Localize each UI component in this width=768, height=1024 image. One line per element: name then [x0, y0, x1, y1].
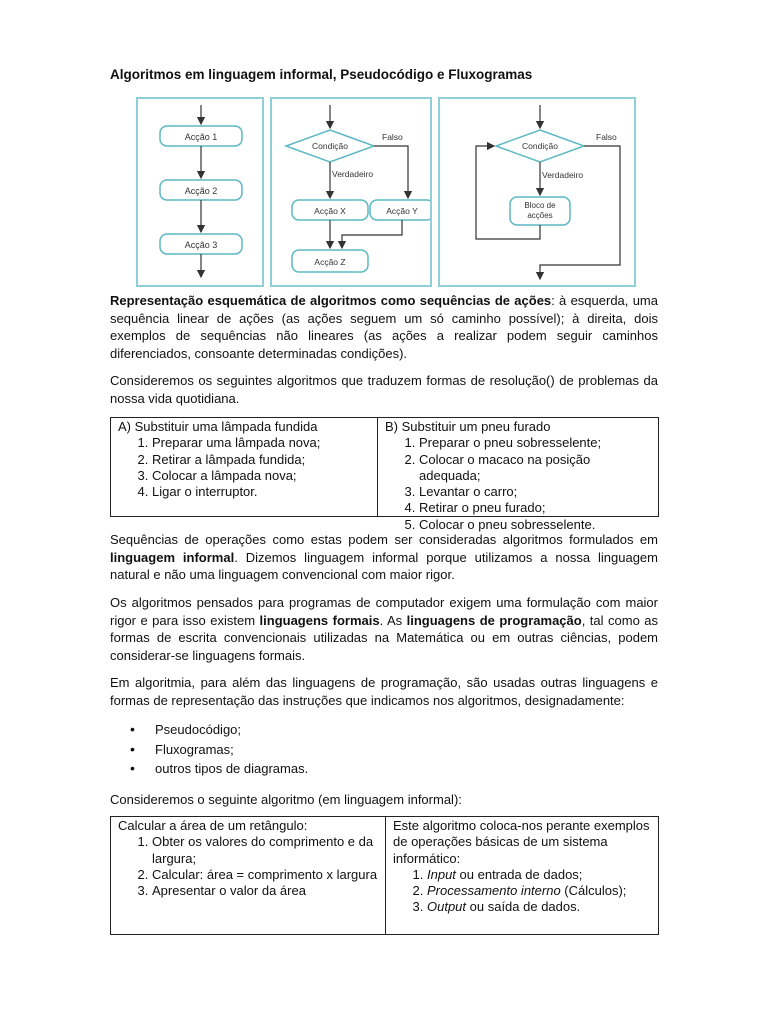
representation-list [130, 720, 308, 779]
algorithms-table [110, 417, 659, 532]
list-item: 1. Obter os valores do comprimento e da largura; [152, 834, 379, 867]
algorithm-b-heading: B) Substituir um pneu furado [385, 419, 551, 434]
caption-bold: Representação esquemática de algoritmos como sequências de ações [110, 293, 552, 308]
block-label-line1: Bloco de [524, 201, 556, 210]
algorithm-a [111, 418, 377, 516]
page-title: Algoritmos em linguagem informal, Pseudocódigo e Fluxogramas [110, 67, 533, 82]
text-run: . Dizemos linguagem informal porque utilizamos a nossa linguagem natural e não uma linguagem convencional com maior rigor. [110, 549, 658, 583]
formal-language-paragraph [110, 594, 658, 664]
algorithm-b [377, 418, 658, 532]
text-run: (Cálculos); [560, 883, 627, 899]
algorithm-a-heading: A) Substituir uma lâmpada fundida [118, 419, 318, 434]
informal-language-paragraph [110, 531, 658, 584]
flowchart-loop [438, 97, 636, 287]
list-item: 2. Colocar o macaco na posição adequada; [419, 452, 652, 485]
list-item: 4. Retirar o pneu furado; [419, 500, 652, 516]
action-1-label: Acção 1 [184, 132, 218, 142]
text-run: Os algoritmos pensados para programas de computador exigem uma formulação com maior rigor e para isso existem [110, 595, 658, 628]
operations-list [393, 867, 652, 916]
text-run: ou saída de dados. [466, 899, 581, 915]
action-x-label: Acção X [314, 206, 346, 216]
list-item: • outros tipos de diagramas. [130, 759, 308, 779]
text-run: , tal como as formas de escrita convencionais utilizadas na Matemática ou em outras ciências, podem considerar-se linguagens formais. [110, 612, 658, 663]
algorithmics-paragraph: Em algoritmia, para além das linguagens de programação, são usadas outras linguagens e formas de representação das instruções que indicamos nos algoritmos, designadamente: [110, 675, 658, 708]
area-algorithm [111, 817, 385, 934]
list-item: • Fluxogramas; [130, 740, 308, 760]
operations-explanation [385, 817, 658, 934]
list-item: 2. Calcular: área = comprimento x largura [152, 867, 379, 883]
example-intro-paragraph: Consideremos o seguinte algoritmo (em linguagem informal): [110, 792, 462, 807]
bold-term: linguagem informal [110, 549, 235, 565]
list-item: 1. Preparar uma lâmpada nova; [152, 435, 371, 451]
algorithm-a-steps [118, 435, 371, 500]
true-label: Verdadeiro [332, 169, 374, 179]
italic-term: Processamento interno [427, 883, 561, 899]
list-item [427, 883, 652, 899]
italic-term: Output [427, 899, 467, 915]
list-item [427, 867, 652, 883]
algorithm-b-steps [385, 435, 652, 533]
list-item: 1. Preparar o pneu sobresselente; [419, 435, 652, 451]
area-algorithm-steps [118, 834, 379, 899]
area-algorithm-table [110, 816, 659, 935]
list-item: 3. Colocar a lâmpada nova; [152, 468, 371, 484]
action-2-label: Acção 2 [184, 186, 218, 196]
list-item: 3. Levantar o carro; [419, 484, 652, 500]
list-item: 4. Ligar o interruptor. [152, 484, 371, 500]
list-item: • Pseudocódigo; [130, 720, 308, 740]
true-label: Verdadeiro [542, 170, 584, 180]
bold-term: linguagens formais [259, 612, 380, 628]
area-algorithm-heading: Calcular a área de um retângulo: [118, 818, 308, 833]
text-run: . As [379, 612, 407, 628]
condition-label: Condição [312, 141, 348, 151]
caption-rest: : à esquerda, uma sequência linear de ações (as ações seguem um só caminho possível); à direita, dois exemplos de sequências não lineares (as ações a realizar podem seguir caminhos diferenciados, consoante determinadas condições). [110, 293, 658, 361]
flowchart-figure [136, 97, 636, 287]
bold-term: linguagens de programação [406, 612, 582, 628]
operations-intro: Este algoritmo coloca-nos perante exemplos de operações básicas de um sistema informático: [393, 818, 650, 866]
block-label-line2: acções [527, 211, 553, 220]
action-3-label: Acção 3 [184, 240, 218, 250]
false-path [374, 146, 408, 198]
flowchart-branch [270, 97, 432, 287]
intro-paragraph: Consideremos os seguintes algoritmos que traduzem formas de resolução() de problemas da nossa vida quotidiana. [110, 373, 658, 406]
italic-term: Input [427, 866, 456, 882]
merge-path [342, 220, 402, 248]
action-z-label: Acção Z [314, 257, 346, 267]
text-run: ou entrada de dados; [455, 866, 583, 882]
condition-label: Condição [522, 141, 558, 151]
flowchart-linear [136, 97, 264, 287]
list-item [427, 899, 652, 915]
list-item: 2. Retirar a lâmpada fundida; [152, 452, 371, 468]
figure-caption [110, 292, 658, 362]
false-label: Falso [382, 132, 403, 142]
false-label: Falso [596, 132, 617, 142]
list-item: 3. Apresentar o valor da área [152, 883, 379, 899]
action-y-label: Acção Y [386, 206, 418, 216]
list-item: 5. Colocar o pneu sobresselente. [419, 517, 652, 533]
text-run: Sequências de operações como estas podem ser consideradas algoritmos formulados em [110, 532, 658, 547]
